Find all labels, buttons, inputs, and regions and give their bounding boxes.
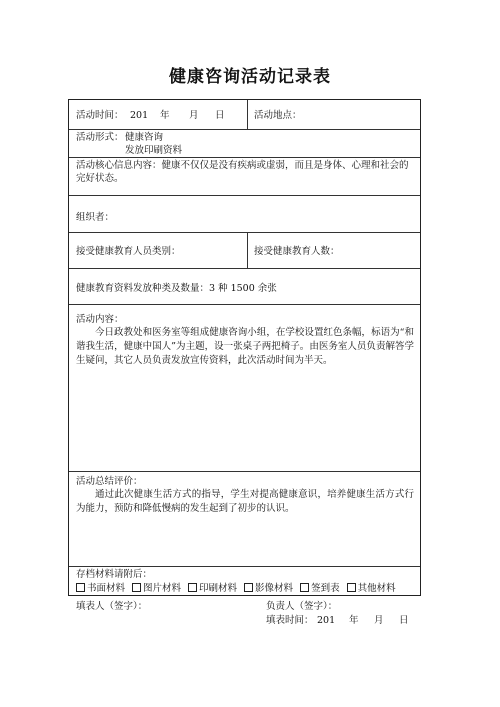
archive-option-other[interactable]: 其他材料 bbox=[347, 582, 396, 595]
checkbox-icon[interactable] bbox=[76, 583, 85, 592]
activity-form-line2: 发放印刷资料 bbox=[125, 145, 183, 156]
fill-time-year-suffix: 年 bbox=[349, 615, 359, 626]
activity-location-label: 活动地点： bbox=[254, 110, 302, 121]
checkbox-icon[interactable] bbox=[347, 583, 356, 592]
audience-count-label: 接受健康教育人数： bbox=[254, 246, 340, 257]
row-materials bbox=[69, 269, 420, 305]
archive-label: 存档材料请附后： bbox=[76, 569, 153, 580]
organizer-label: 组织者： bbox=[76, 212, 115, 223]
filler-signature-label: 填表人（签字）： bbox=[76, 601, 148, 612]
row-archive bbox=[69, 567, 420, 597]
core-info-text bbox=[76, 159, 414, 185]
activity-time-month-suffix: 月 bbox=[189, 110, 199, 121]
materials-text: 健康教育资料发放种类及数量：3 种 1500 余张 bbox=[76, 283, 277, 294]
checkbox-icon[interactable] bbox=[244, 583, 253, 592]
activity-time-year-suffix: 年 bbox=[160, 110, 170, 121]
fill-time-day-suffix: 日 bbox=[399, 615, 409, 626]
responsible-signature-label: 负责人（签字）： bbox=[266, 601, 338, 612]
activity-time-label: 活动时间： bbox=[76, 110, 124, 121]
row-activity-form bbox=[69, 130, 420, 158]
row-summary bbox=[69, 472, 420, 567]
core-info-content: 健康不仅仅是没有疾病或虚弱，而且是身体、心理和社会的完好状态。 bbox=[76, 160, 409, 184]
activity-form-label: 活动形式： bbox=[76, 132, 124, 143]
core-info-label: 活动核心信息内容： bbox=[76, 160, 162, 171]
row-organizer bbox=[69, 196, 420, 233]
audience-type-label: 接受健康教育人员类别： bbox=[76, 246, 181, 257]
summary-text: 通过此次健康生活方式的指导，学生对提高健康意识，培养健康生活方式行为能力，预防和降低慢病的发生起到了初步的认识。 bbox=[76, 489, 414, 514]
archive-option-video[interactable]: 影像材料 bbox=[244, 582, 293, 595]
activity-content-label: 活动内容： bbox=[76, 314, 124, 325]
row-activity-content bbox=[69, 305, 420, 472]
archive-option-printed[interactable]: 印刷材料 bbox=[188, 582, 237, 595]
activity-content-text: 今日政教处和医务室等组成健康咨询小组，在学校设置红色条幅，标语为“和谐我生活，健康中国人”为主题，设一张桌子两把椅子。由医务室人员负责解答学生疑问，其它人员负责发放宣传资料，此次活动时间为半天。 bbox=[76, 327, 414, 366]
activity-time-day-suffix: 日 bbox=[215, 110, 225, 121]
fill-time-month-suffix: 月 bbox=[374, 615, 384, 626]
activity-form-line1: 健康咨询 bbox=[125, 132, 164, 143]
summary-label: 活动总结评价： bbox=[76, 476, 143, 487]
row-divider bbox=[247, 233, 248, 268]
fill-time-label: 填表时间： bbox=[266, 615, 314, 626]
archive-option-pictures[interactable]: 图片材料 bbox=[132, 582, 181, 595]
document-title: 健康咨询活动记录表 bbox=[169, 67, 331, 87]
archive-options bbox=[76, 582, 420, 595]
row-audience bbox=[69, 233, 420, 269]
checkbox-icon[interactable] bbox=[188, 583, 197, 592]
archive-option-signin[interactable]: 签到表 bbox=[300, 582, 340, 595]
checkbox-icon[interactable] bbox=[132, 583, 141, 592]
row-time-location bbox=[69, 100, 420, 130]
row-core-info bbox=[69, 158, 420, 196]
row-divider bbox=[247, 100, 248, 129]
record-form-table bbox=[68, 99, 421, 596]
archive-option-written[interactable]: 书面材料 bbox=[76, 582, 125, 595]
activity-time-year: 201 bbox=[130, 110, 149, 121]
checkbox-icon[interactable] bbox=[300, 583, 309, 592]
fill-time-year: 201 bbox=[317, 615, 336, 626]
